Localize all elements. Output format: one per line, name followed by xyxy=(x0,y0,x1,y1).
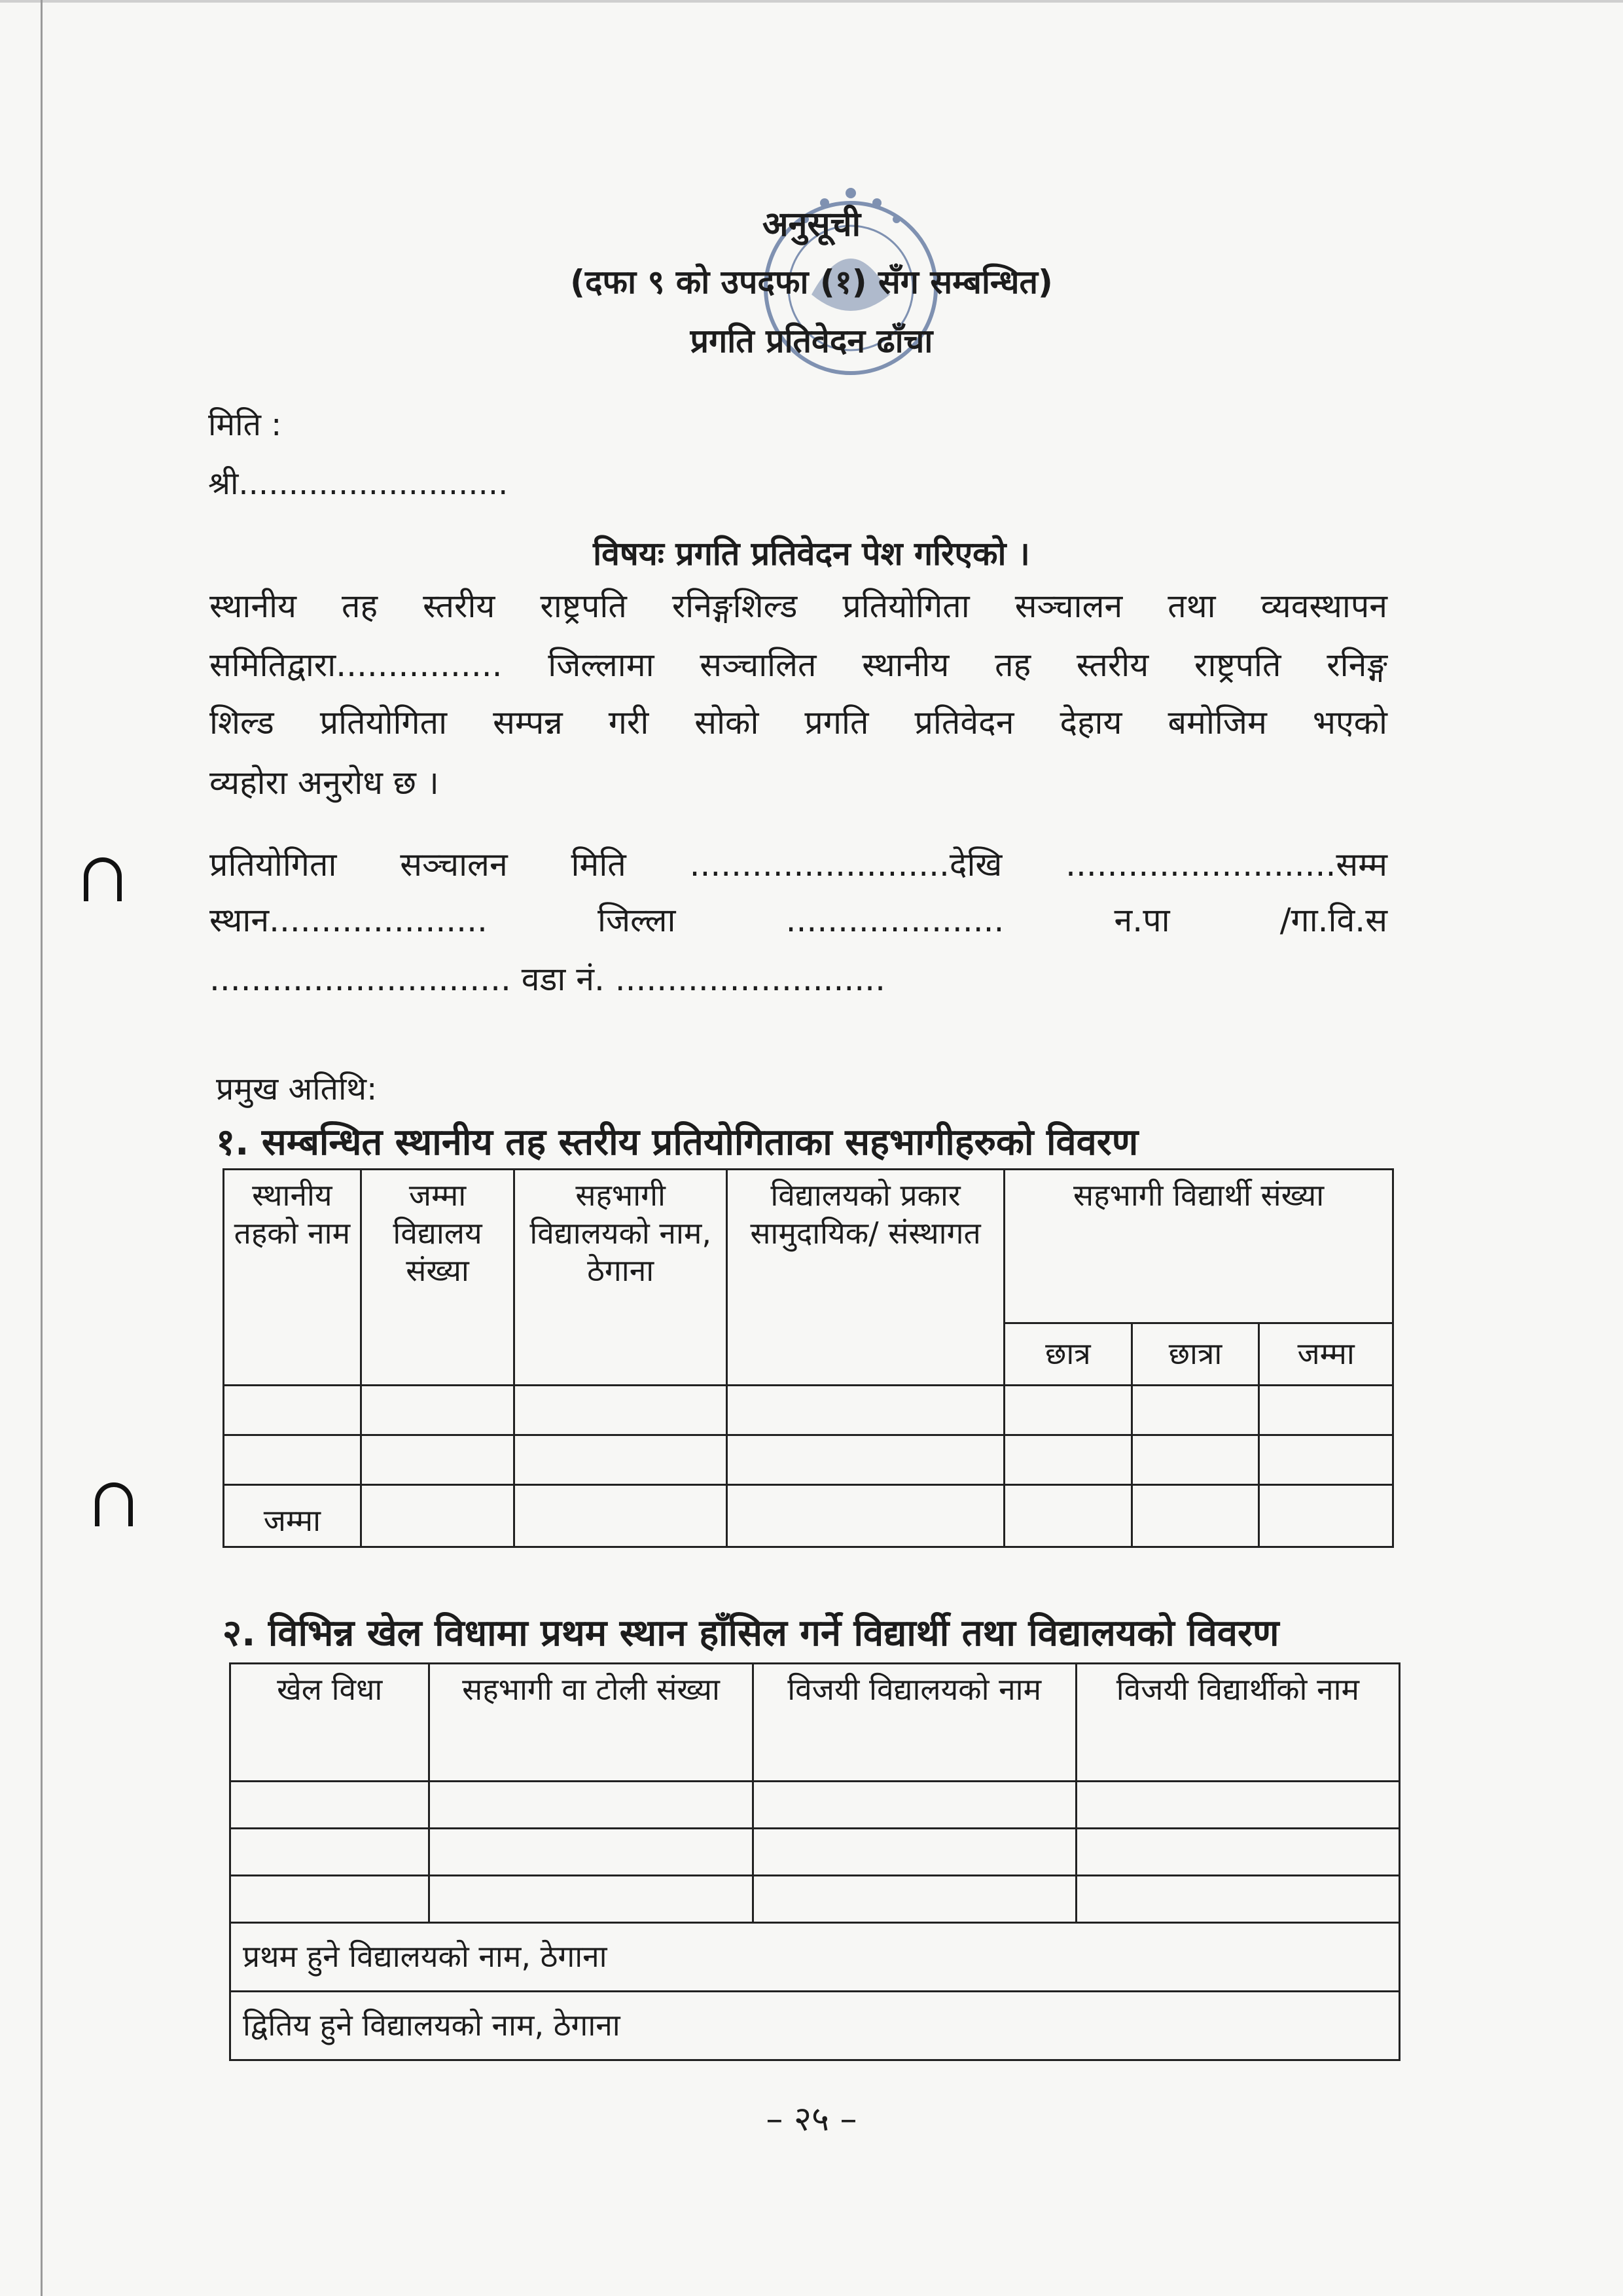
report-format-title: प्रगति प्रतिवेदन ढाँचा xyxy=(690,322,933,360)
table-cell[interactable] xyxy=(1076,1829,1399,1876)
subheader-boys: छात्र xyxy=(1005,1323,1132,1386)
punch-hole-bottom xyxy=(95,1482,133,1526)
table-cell[interactable] xyxy=(361,1386,514,1435)
table-cell[interactable] xyxy=(1259,1485,1393,1547)
body-line-3: शिल्ड प्रतियोगिता सम्पन्न गरी सोको प्रगति प्रतिवेदन देहाय बमोजिम भएको xyxy=(209,704,1387,742)
table-cell[interactable] xyxy=(1076,1876,1399,1923)
table-row xyxy=(230,1876,1400,1923)
table-cell[interactable] xyxy=(753,1876,1076,1923)
winners-table xyxy=(229,1662,1400,2061)
table-cell[interactable] xyxy=(753,1829,1076,1876)
annex-title: अनुसूची xyxy=(762,205,861,244)
clause-reference: (दफा ९ को उपदफा (१) सँग सम्बन्धित) xyxy=(570,263,1053,301)
chief-guest-label: प्रमुख अतिथि: xyxy=(216,1071,378,1107)
date-label: मिति : xyxy=(208,406,282,443)
first-place-school-field[interactable]: प्रथम हुने विद्यालयको नाम, ठेगाना xyxy=(230,1923,1400,1992)
table-cell[interactable] xyxy=(514,1435,727,1485)
table-cell[interactable] xyxy=(429,1876,753,1923)
table-row xyxy=(230,1829,1400,1876)
header-winning-school: विजयी विद्यालयको नाम xyxy=(753,1664,1076,1782)
table-cell[interactable] xyxy=(1132,1435,1259,1485)
table-cell[interactable] xyxy=(361,1485,514,1547)
header-student-count: सहभागी विद्यार्थी संख्या xyxy=(1005,1170,1393,1323)
table-cell[interactable] xyxy=(1076,1782,1399,1829)
table-cell[interactable] xyxy=(224,1435,361,1485)
table-cell[interactable] xyxy=(230,1829,429,1876)
table-cell[interactable] xyxy=(1005,1435,1132,1485)
header-game-category: खेल विधा xyxy=(230,1664,429,1782)
page-number: – २५ – xyxy=(766,2100,857,2139)
table-cell[interactable] xyxy=(230,1876,429,1923)
total-row xyxy=(224,1485,1393,1547)
header-winning-student: विजयी विद्यार्थीको नाम xyxy=(1076,1664,1399,1782)
table-cell[interactable] xyxy=(429,1829,753,1876)
header-team-count: सहभागी वा टोली संख्या xyxy=(429,1664,753,1782)
venue-line: स्थान..................... जिल्ला ..................... न.पा /गा.वि.स xyxy=(209,901,1387,939)
total-row-label: जम्मा xyxy=(224,1485,361,1547)
table-row xyxy=(224,1386,1393,1435)
subheader-total: जम्मा xyxy=(1259,1323,1393,1386)
header-participating-school: सहभागी विद्यालयको नाम, ठेगाना xyxy=(514,1170,727,1386)
competition-date-line: प्रतियोगिता सञ्चालन मिति .........................देखि ..........................सम्म xyxy=(209,846,1387,884)
table-row xyxy=(230,1782,1400,1829)
header-local-level-name: स्थानीय तहको नाम xyxy=(224,1170,361,1386)
body-line-4: व्यहोरा अनुरोध छ । xyxy=(209,764,439,802)
table-cell[interactable] xyxy=(1132,1485,1259,1547)
table-cell[interactable] xyxy=(230,1782,429,1829)
table-cell[interactable] xyxy=(726,1386,1004,1435)
table-row xyxy=(224,1435,1393,1485)
table-cell[interactable] xyxy=(1259,1386,1393,1435)
table-cell[interactable] xyxy=(429,1782,753,1829)
body-line-1: स्थानीय तह स्तरीय राष्ट्रपति रनिङ्गशिल्ड प्रतियोगिता सञ्चालन तथा व्यवस्थापन xyxy=(209,587,1387,625)
subject-line: विषयः प्रगति प्रतिवेदन पेश गरिएको । xyxy=(593,535,1030,573)
table-cell[interactable] xyxy=(361,1435,514,1485)
table-cell[interactable] xyxy=(726,1435,1004,1485)
participants-table xyxy=(223,1168,1394,1548)
section1-title: १. सम्बन्धित स्थानीय तह स्तरीय प्रतियोगिताका सहभागीहरुको विवरण xyxy=(216,1121,1139,1164)
header-school-type: विद्यालयको प्रकार सामुदायिक/ संस्थागत xyxy=(726,1170,1004,1386)
table-cell[interactable] xyxy=(224,1386,361,1435)
table-cell[interactable] xyxy=(726,1485,1004,1547)
table-cell[interactable] xyxy=(1132,1386,1259,1435)
second-place-school-field[interactable]: द्वितिय हुने विद्यालयको नाम, ठेगाना xyxy=(230,1992,1400,2060)
punch-hole-top xyxy=(84,857,122,901)
table-cell[interactable] xyxy=(1259,1435,1393,1485)
subheader-girls: छात्रा xyxy=(1132,1323,1259,1386)
table-cell[interactable] xyxy=(514,1386,727,1435)
body-line-2: समितिद्वारा................ जिल्लामा सञ्चालित स्थानीय तह स्तरीय राष्ट्रपति रनिङ्ग xyxy=(209,646,1387,684)
ward-line: ............................. वडा नं. .......................... xyxy=(209,960,885,998)
section2-title: २. विभिन्न खेल विधामा प्रथम स्थान हाँसिल गर्ने विद्यार्थी तथा विद्यालयको विवरण xyxy=(223,1612,1279,1655)
addressee-line: श्री........................... xyxy=(208,465,508,502)
table-cell[interactable] xyxy=(753,1782,1076,1829)
header-total-schools: जम्मा विद्यालय संख्या xyxy=(361,1170,514,1386)
page-edge-top xyxy=(0,0,1623,3)
table-cell[interactable] xyxy=(1005,1485,1132,1547)
table-cell[interactable] xyxy=(1005,1386,1132,1435)
table-cell[interactable] xyxy=(514,1485,727,1547)
